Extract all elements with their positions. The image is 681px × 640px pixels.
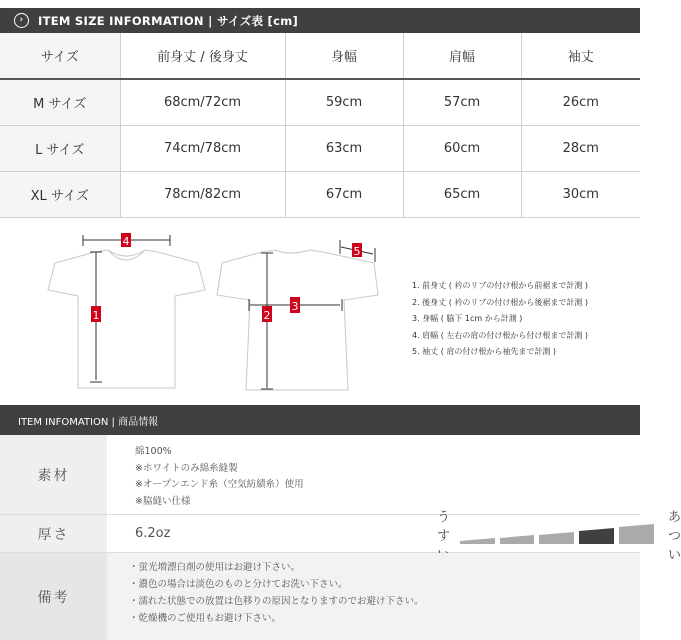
- legend-item: 5. 袖丈 ( 肩の付け根から袖先まで計測 ): [412, 347, 557, 357]
- thin-label: うす: [437, 509, 451, 544]
- column-header: サイズ: [0, 33, 120, 79]
- svg-text:3: 3: [291, 300, 299, 313]
- legend-item: 3. 身幅 ( 脇下 1cm から計測 ): [412, 314, 523, 324]
- material-value: [107, 435, 640, 514]
- material-line: ※ホワイトのみ綿糸縫製: [135, 462, 238, 474]
- notes-value: [107, 553, 640, 640]
- table-header-row: [0, 33, 640, 79]
- table-cell: 67cm: [285, 171, 403, 217]
- material-line: 綿100%: [135, 446, 172, 457]
- notes-label: 備考: [0, 553, 107, 640]
- size-info-title: ITEM SIZE INFORMATION | サイズ表 [cm]: [38, 13, 299, 28]
- material-row: [0, 435, 640, 515]
- column-header: 肩幅: [403, 33, 521, 79]
- item-info-title: ITEM INFOMATION | 商品情報: [18, 416, 159, 428]
- note-line: ・乾燥機のご使用もお避け下さい。: [129, 613, 282, 624]
- note-line: ・濡れた状態での放置は色移りの原因となりますのでお避け下さい。: [129, 596, 424, 607]
- svg-text:5: 5: [353, 245, 361, 258]
- chevron-right-circle-icon: ›: [14, 13, 29, 28]
- column-header: 身幅: [285, 33, 403, 79]
- svg-text:1: 1: [92, 309, 100, 322]
- table-cell: 26cm: [521, 79, 640, 125]
- note-line: ・濃色の場合は淡色のものと分けてお洗い下さい。: [129, 579, 348, 590]
- table-cell: 59cm: [285, 79, 403, 125]
- table-cell: 78cm/82cm: [120, 171, 285, 217]
- table-cell: 74cm/78cm: [120, 125, 285, 171]
- thickness-row: [0, 509, 681, 563]
- note-line: ・蛍光増漂白剤の使用はお避け下さい。: [129, 562, 301, 573]
- measurement-legend: [412, 278, 588, 361]
- table-row: [0, 79, 640, 125]
- item-info-header: [0, 405, 640, 435]
- material-label: 素材: [0, 435, 107, 514]
- table-cell: 28cm: [521, 125, 640, 171]
- material-line: ※脇縫い仕様: [135, 495, 191, 507]
- table-row: [0, 171, 640, 217]
- svg-text:2: 2: [263, 309, 271, 322]
- table-cell: 63cm: [285, 125, 403, 171]
- table-row: [0, 125, 640, 171]
- thickness-bars-icon: [458, 522, 656, 546]
- size-table: [0, 33, 640, 218]
- material-line: ※オープンエンド糸（空気紡績糸）使用: [135, 479, 304, 490]
- thickness-value: [107, 509, 681, 563]
- legend-item: 2. 後身丈 ( 衿のリブの付け根から後裾まで計測 ): [412, 297, 589, 307]
- thick-label: あつい: [668, 509, 681, 563]
- column-header: 袖丈: [521, 33, 640, 79]
- thickness-scale: [437, 509, 681, 563]
- thickness-oz: 6.2oz: [135, 526, 171, 541]
- legend-item: 4. 肩幅 ( 左右の肩の付け根から付け根まで計測 ): [412, 330, 589, 340]
- thickness-label: 厚さ: [0, 515, 107, 552]
- svg-text:4: 4: [122, 235, 130, 248]
- size-label: L サイズ: [0, 125, 120, 171]
- size-info-header: [0, 8, 640, 33]
- size-label: M サイズ: [0, 79, 120, 125]
- table-cell: 68cm/72cm: [120, 79, 285, 125]
- table-cell: 65cm: [403, 171, 521, 217]
- table-cell: 60cm: [403, 125, 521, 171]
- notes-row: [0, 553, 640, 640]
- column-header: 前身丈 / 後身丈: [120, 33, 285, 79]
- legend-item: 1. 前身丈 ( 衿のリブの付け根から前裾まで計測 ): [412, 281, 589, 290]
- size-label: XL サイズ: [0, 171, 120, 217]
- table-cell: 30cm: [521, 171, 640, 217]
- table-cell: 57cm: [403, 79, 521, 125]
